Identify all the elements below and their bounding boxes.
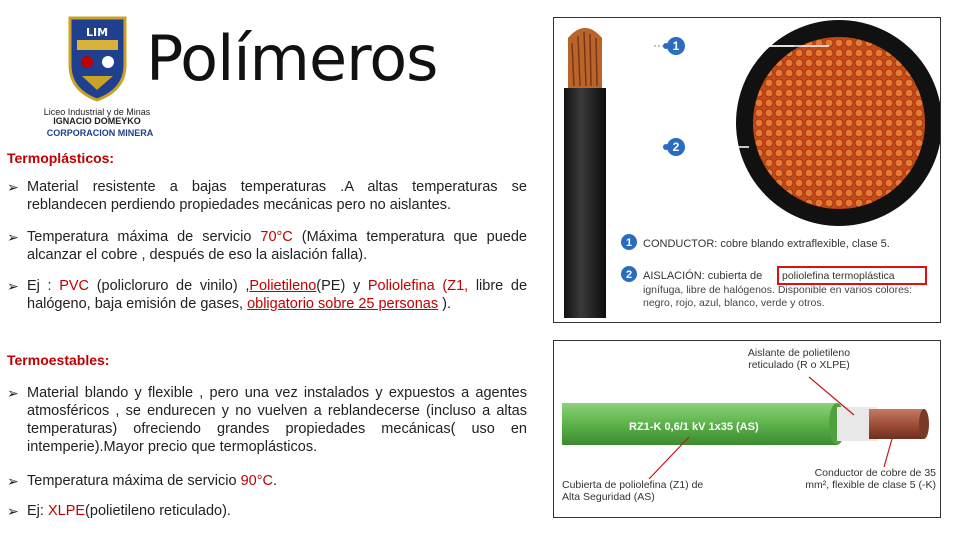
termoplasticos-bullet-1: ➢ Material resistente a bajas temperaturas .A altas temperaturas se reblandecen perdiendo propiedades mecánicas pero no aislantes. (7, 179, 527, 213)
marker-2: 2 (672, 140, 680, 154)
termoplasticos-bullet-2: ➢ Temperatura máxima de servicio 70°C (Máxima temperatura que puede alcanzar el cobre , después de eso la aislación falla). (7, 229, 527, 263)
logo-shield-text: LIM (85, 26, 109, 39)
arrow-bullet-icon: ➢ (7, 503, 19, 519)
logo-line2: IGNACIO DOMEYKO (53, 116, 141, 126)
logo-line1: Liceo Industrial y de Minas (43, 107, 151, 117)
arrow-bullet-icon: ➢ (7, 385, 19, 401)
school-logo (30, 10, 165, 138)
svg-text:1: 1 (625, 237, 633, 249)
arrow-bullet-icon: ➢ (7, 278, 19, 294)
legend-aislacion-detail: ignífuga, libre de halógenos. Disponible en varios colores: negro, rojo, azul, blanco, verde y otros. (643, 284, 913, 309)
termoestables-heading: Termoestables: (7, 352, 110, 368)
svg-text:2: 2 (625, 269, 633, 281)
legend-box-text: poliolefina termoplástica (782, 270, 895, 282)
logo-line3: CORPORACION MINERA (46, 128, 154, 138)
xlpe-cable-figure (553, 340, 941, 518)
cable-cross-section-figure (553, 17, 941, 323)
marker-1: 1 (672, 39, 680, 53)
label-xlpe: Aislante de polietileno reticulado (R o XLPE) (747, 347, 851, 371)
arrow-bullet-icon: ➢ (7, 473, 19, 489)
arrow-bullet-icon: ➢ (7, 229, 19, 245)
temp-70: 70°C (260, 229, 293, 245)
label-conductor: Conductor de cobre de 35 mm², flexible de clase 5 (-K) (805, 467, 936, 491)
arrow-bullet-icon: ➢ (7, 179, 19, 195)
label-sheath: Cubierta de poliolefina (Z1) de Alta Seguridad (AS) (562, 479, 704, 503)
termoestables-bullet-2: ➢ Temperatura máxima de servicio 90°C. (7, 473, 277, 489)
cable-print: RZ1-K 0,6/1 kV 1x35 (AS) (629, 421, 759, 433)
termoplasticos-bullet-3: ➢ Ej : PVC (policloruro de vinilo) ,Polietileno(PE) y Poliolefina (Z1, libre de halógeno, baja emisión de gases, obligatorio sobre 25 personas ). (7, 278, 528, 312)
termoplasticos-heading: Termoplásticos: (7, 150, 115, 166)
termoestables-bullet-3: ➢ Ej: XLPE(polietileno reticulado). (7, 503, 231, 519)
page-title: Polímeros (146, 22, 438, 95)
legend-aislacion: AISLACIÓN: cubierta de (643, 270, 763, 282)
termoestables-bullet-1: ➢ Material blando y flexible , pero una vez instalados y expuestos a agentes atmosféricos , se endurecen y no vuelven a reblandecerse (incluso a altas temperaturas) ofreciendo grandes propiedades mecánicas( uso en intemperie).Mayor precio que termoplásticos. (7, 385, 527, 455)
legend-conductor: CONDUCTOR: cobre blando extraflexible, clase 5. (643, 238, 890, 250)
